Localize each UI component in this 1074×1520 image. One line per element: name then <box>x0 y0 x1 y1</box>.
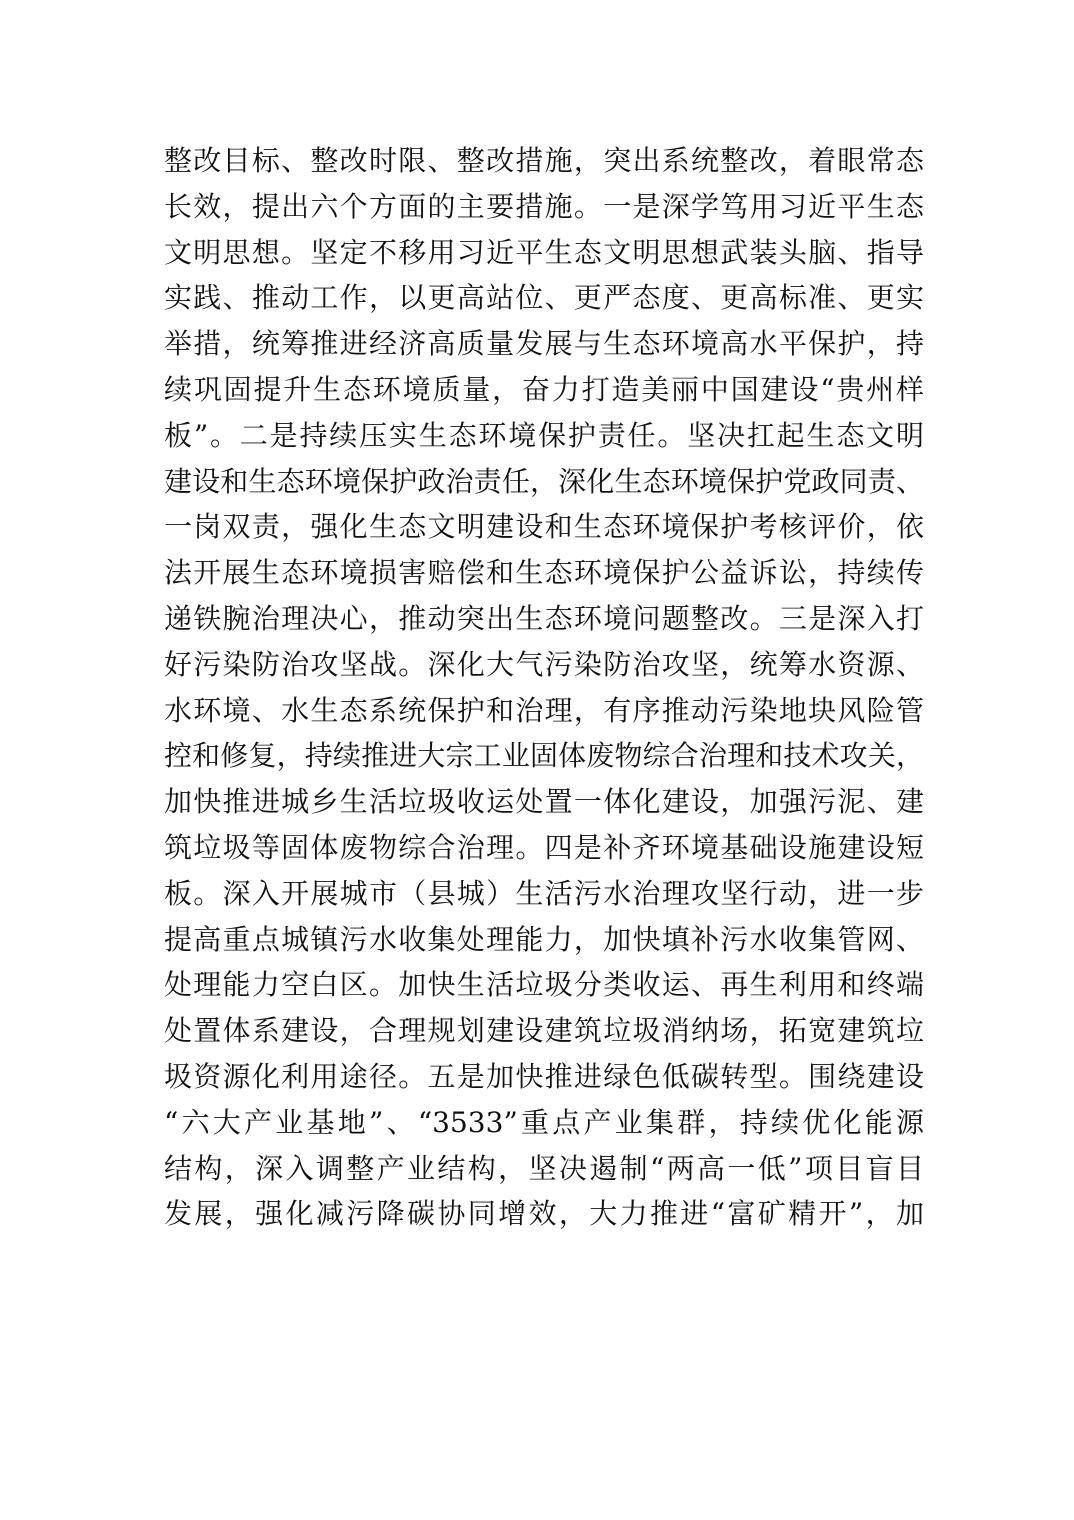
text-line: 板”。二是持续压实生态环境保护责任。坚决扛起生态文明 <box>164 418 924 452</box>
text-line: 举措，统筹推进经济高质量发展与生态环境高水平保护，持 <box>164 327 924 361</box>
text-line: 处置体系建设，合理规划建设建筑垃圾消纳场，拓宽建筑垃 <box>164 1014 924 1048</box>
text-line: “六大产业基地”、“3533”重点产业集群，持续优化能源 <box>164 1105 924 1139</box>
text-line: 整改目标、整改时限、整改措施，突出系统整改，着眼常态 <box>164 144 924 177</box>
text-line: 处理能力空白区。加快生活垃圾分类收运、再生利用和终端 <box>164 968 924 1002</box>
body-text <box>164 138 924 1237</box>
text-line: 实践、推动工作，以更高站位、更严态度、更高标准、更实 <box>164 281 924 315</box>
text-line: 递铁腕治理决心，推动突出生态环境问题整改。三是深入打 <box>164 601 924 635</box>
text-line: 建设和生态环境保护政治责任，深化生态环境保护党政同责、 <box>164 464 924 498</box>
text-line: 长效，提出六个方面的主要措施。一是深学笃用习近平生态 <box>164 189 924 223</box>
text-line: 加快推进城乡生活垃圾收运处置一体化建设，加强污泥、建 <box>164 785 924 819</box>
text-line: 筑垃圾等固体废物综合治理。四是补齐环境基础设施建设短 <box>164 830 924 864</box>
text-line: 一岗双责，强化生态文明建设和生态环境保护考核评价，依 <box>164 510 924 544</box>
text-line: 续巩固提升生态环境质量，奋力打造美丽中国建设“贵州样 <box>164 372 924 406</box>
text-line: 好污染防治攻坚战。深化大气污染防治攻坚，统筹水资源、 <box>164 647 924 681</box>
text-line: 控和修复，持续推进大宗工业固体废物综合治理和技术攻关， <box>164 739 924 773</box>
text-line: 板。深入开展城市（县城）生活污水治理攻坚行动，进一步 <box>164 876 924 910</box>
text-line: 水环境、水生态系统保护和治理，有序推动污染地块风险管 <box>164 693 924 727</box>
text-line: 结构，深入调整产业结构，坚决遏制“两高一低”项目盲目 <box>164 1151 924 1185</box>
text-line: 文明思想。坚定不移用习近平生态文明思想武装头脑、指导 <box>164 235 924 269</box>
text-line: 法开展生态环境损害赔偿和生态环境保护公益诉讼，持续传 <box>164 556 924 590</box>
text-line: 圾资源化利用途径。五是加快推进绿色低碳转型。围绕建设 <box>164 1059 924 1093</box>
text-line: 发展，强化减污降碳协同增效，大力推进“富矿精开”，加 <box>164 1197 924 1231</box>
text-line: 提高重点城镇污水收集处理能力，加快填补污水收集管网、 <box>164 922 924 956</box>
